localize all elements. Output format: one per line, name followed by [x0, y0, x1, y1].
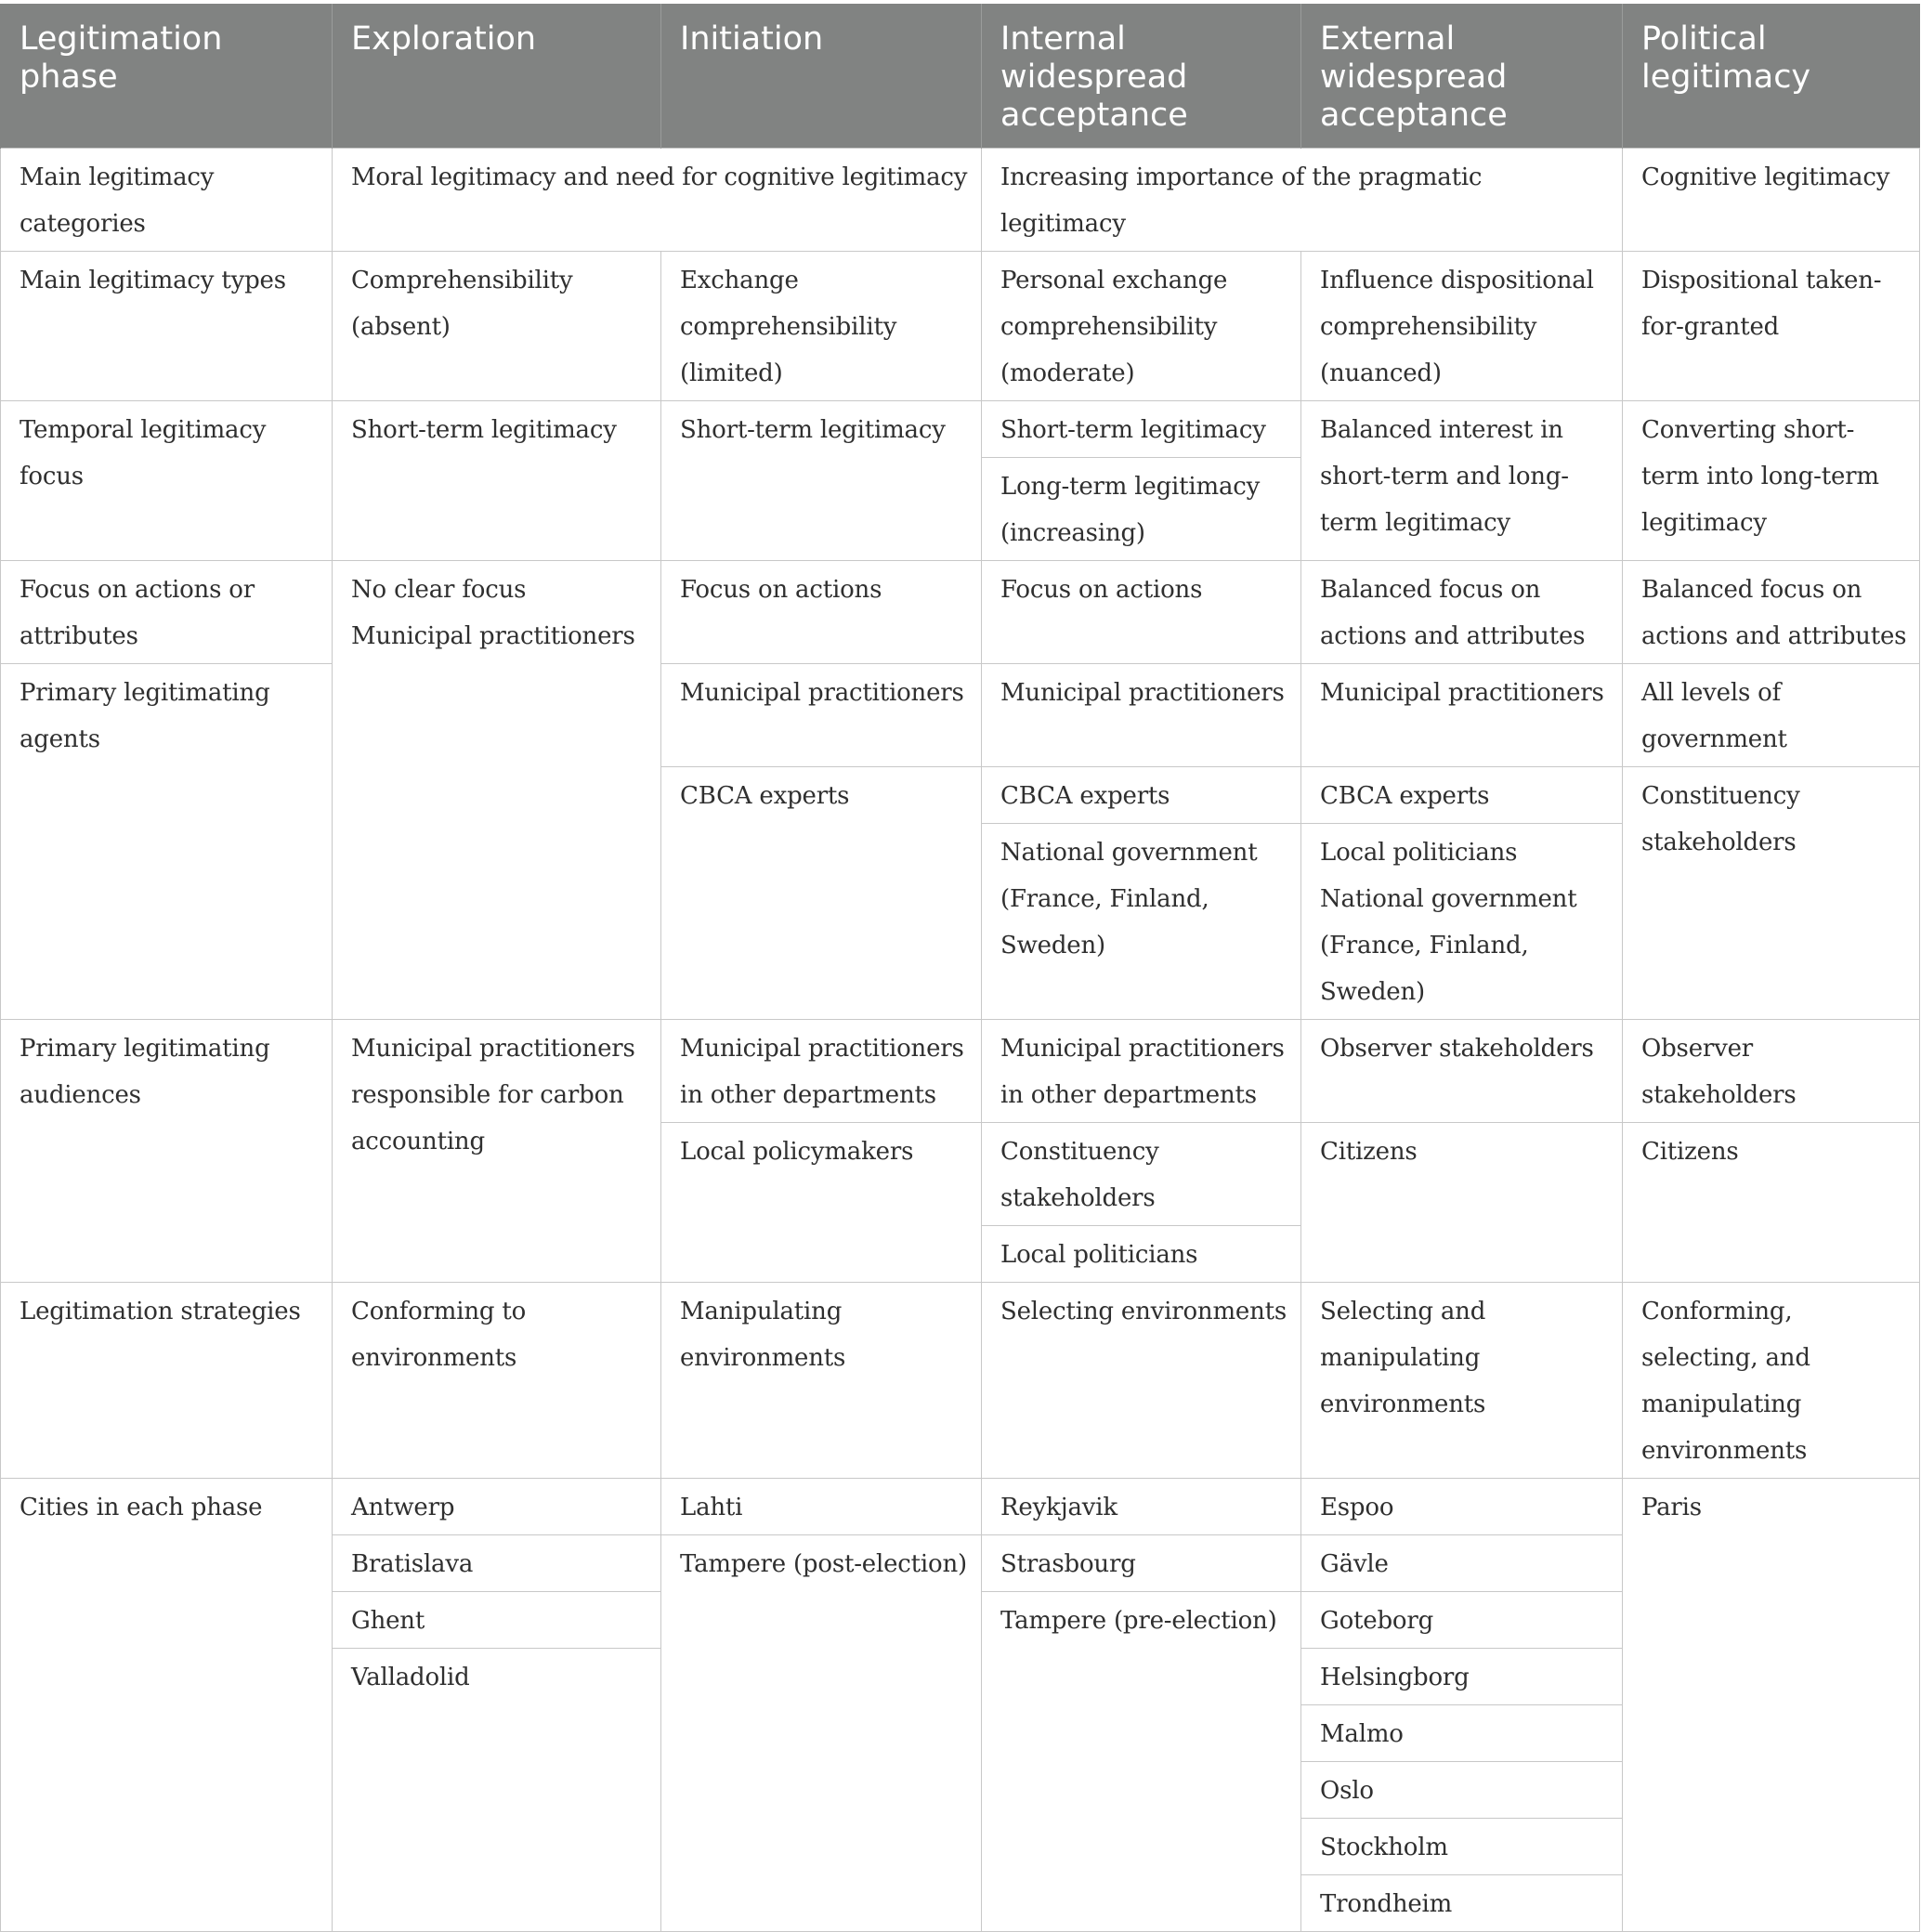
- table-cell: Increasing importance of the pragmatic legitimacy: [982, 149, 1623, 252]
- table-cell: Balanced focus on actions and attributes: [1623, 561, 1920, 664]
- table-cell: Balanced interest in short-term and long-term legitimacy: [1301, 401, 1623, 561]
- table-cell: Selecting environments: [982, 1283, 1301, 1479]
- city-cell: Valladolid: [333, 1649, 661, 1932]
- table-cell: Conforming, selecting, and manipulating environments: [1623, 1283, 1920, 1479]
- table-row: [1, 401, 1920, 458]
- table-cell: Focus on actions: [982, 561, 1301, 664]
- table-cell: [333, 561, 661, 1020]
- table-cell: Observer stakeholders: [1623, 1020, 1920, 1123]
- row-label: Focus on actions or attributes: [1, 561, 333, 664]
- table-cell: Personal exchange comprehensibility (moderate): [982, 252, 1301, 401]
- city-cell: Malmo: [1301, 1705, 1623, 1762]
- table-row: [1, 1020, 1920, 1123]
- city-cell: Ghent: [333, 1592, 661, 1649]
- table-row: [1, 149, 1920, 252]
- header-exploration: Exploration: [333, 4, 661, 149]
- table-cell: Long-term legitimacy (increasing): [982, 458, 1301, 561]
- table-cell: Manipulating environments: [661, 1283, 982, 1479]
- table-cell: Cognitive legitimacy: [1623, 149, 1920, 252]
- table-cell: Municipal practitioners in other departments: [982, 1020, 1301, 1123]
- city-cell: Gävle: [1301, 1535, 1623, 1592]
- city-cell: Antwerp: [333, 1479, 661, 1535]
- table-cell: Short-term legitimacy: [333, 401, 661, 561]
- header-external: External widespread acceptance: [1301, 4, 1623, 149]
- city-cell: Bratislava: [333, 1535, 661, 1592]
- table-cell: Balanced focus on actions and attributes: [1301, 561, 1623, 664]
- header-internal: Internal widespread acceptance: [982, 4, 1301, 149]
- table-cell: Constituency stakeholders: [982, 1123, 1301, 1226]
- header-initiation: Initiation: [661, 4, 982, 149]
- city-cell: Strasbourg: [982, 1535, 1301, 1592]
- table-cell: Short-term legitimacy: [982, 401, 1301, 458]
- table-cell: CBCA experts: [1301, 767, 1623, 824]
- city-cell: Lahti: [661, 1479, 982, 1535]
- cell-line: No clear focus: [351, 576, 527, 604]
- table-cell: Exchange comprehensibility (limited): [661, 252, 982, 401]
- table-cell: Short-term legitimacy: [661, 401, 982, 561]
- row-label: Temporal legitimacy focus: [1, 401, 333, 561]
- row-label: Cities in each phase: [1, 1479, 333, 1932]
- legitimation-phases-table: [0, 4, 1920, 1932]
- city-cell: Tampere (pre-election): [982, 1592, 1301, 1932]
- table-cell: Constituency stakeholders: [1623, 767, 1920, 1020]
- table-cell: Moral legitimacy and need for cognitive legitimacy: [333, 149, 982, 252]
- row-label: Main legitimacy types: [1, 252, 333, 401]
- city-cell: Espoo: [1301, 1479, 1623, 1535]
- row-label: Main legitimacy categories: [1, 149, 333, 252]
- table-cell: All levels of government: [1623, 664, 1920, 767]
- table-cell: Converting short-term into long-term legitimacy: [1623, 401, 1920, 561]
- table-cell: CBCA experts: [982, 767, 1301, 824]
- header-phase: Legitimation phase: [1, 4, 333, 149]
- table-row: [1, 1283, 1920, 1479]
- table-cell: CBCA experts: [661, 767, 982, 1020]
- row-label: Primary legitimating audiences: [1, 1020, 333, 1283]
- table-row: [1, 664, 1920, 767]
- table-cell: National government (France, Finland, Sweden): [982, 824, 1301, 1020]
- city-cell: Paris: [1623, 1479, 1920, 1932]
- table-cell: Focus on actions: [661, 561, 982, 664]
- table-cell: Local politicians: [982, 1226, 1301, 1283]
- table-cell: Citizens: [1301, 1123, 1623, 1283]
- table-cell: Municipal practitioners: [1301, 664, 1623, 767]
- table-cell: Dispositional taken-for-granted: [1623, 252, 1920, 401]
- city-cell: Reykjavik: [982, 1479, 1301, 1535]
- city-cell: Oslo: [1301, 1762, 1623, 1819]
- cell-line: Municipal practitioners: [351, 622, 635, 650]
- table-cell: Selecting and manipulating environments: [1301, 1283, 1623, 1479]
- table-row: [1, 561, 1920, 664]
- table-cell: Local policymakers: [661, 1123, 982, 1283]
- table-cell: Local politicians National government (France, Finland, Sweden): [1301, 824, 1623, 1020]
- row-label: Primary legitimating agents: [1, 664, 333, 1020]
- city-cell: Trondheim: [1301, 1875, 1623, 1932]
- row-label: Legitimation strategies: [1, 1283, 333, 1479]
- table-row: [1, 1479, 1920, 1535]
- table-cell: Influence dispositional comprehensibility (nuanced): [1301, 252, 1623, 401]
- table-cell: Comprehensibility (absent): [333, 252, 661, 401]
- table-cell: Observer stakeholders: [1301, 1020, 1623, 1123]
- header-row: [1, 4, 1920, 149]
- table-row: [1, 252, 1920, 401]
- table-cell: Citizens: [1623, 1123, 1920, 1283]
- header-political: Political legitimacy: [1623, 4, 1920, 149]
- city-cell: Goteborg: [1301, 1592, 1623, 1649]
- table-cell: Conforming to environments: [333, 1283, 661, 1479]
- city-cell: Tampere (post-election): [661, 1535, 982, 1932]
- city-cell: Stockholm: [1301, 1819, 1623, 1875]
- table-cell: Municipal practitioners: [661, 664, 982, 767]
- table-cell: Municipal practitioners: [982, 664, 1301, 767]
- city-cell: Helsingborg: [1301, 1649, 1623, 1705]
- table-cell: Municipal practitioners responsible for carbon accounting: [333, 1020, 661, 1283]
- table-cell: Municipal practitioners in other departments: [661, 1020, 982, 1123]
